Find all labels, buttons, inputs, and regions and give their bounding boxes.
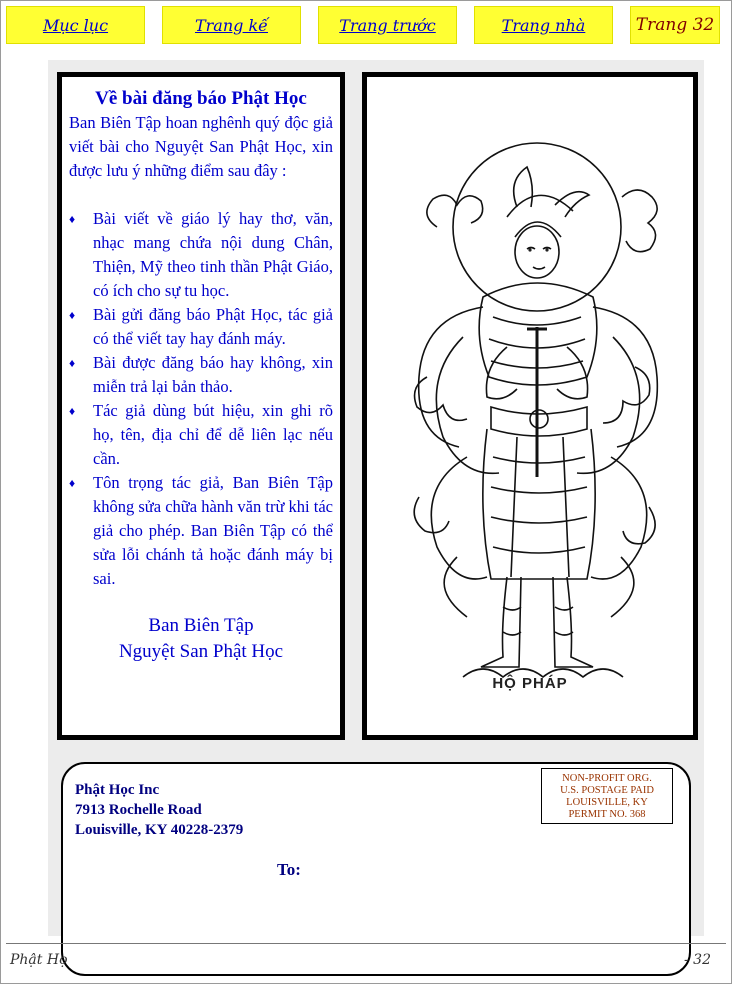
halo-circle <box>453 143 621 311</box>
rules-list <box>69 207 333 591</box>
list-item <box>69 207 333 303</box>
signature-line-1: Ban Biên Tập <box>148 615 254 636</box>
article-box <box>57 72 345 740</box>
postage-line: PERMIT NO. 368 <box>568 809 646 820</box>
postage-indicia <box>541 768 673 824</box>
rule-text: Bài viết về giáo lý hay thơ, văn, nhạc mang chứa nội dung Chân, Thiện, Mỹ theo tinh thần Phật Giáo, có ích cho sự tu học. <box>93 209 333 300</box>
diamond-bullet-icon: ♦ <box>69 356 76 370</box>
signature <box>69 613 333 665</box>
list-item <box>69 303 333 351</box>
current-page-label: Trang 32 <box>630 6 720 44</box>
sender-street: 7913 Rochelle Road <box>75 802 202 818</box>
illustration-box <box>362 72 698 740</box>
article-title: Về bài đăng báo Phật Học <box>95 88 307 109</box>
nav-trang-truoc-link[interactable]: Trang trước <box>318 6 457 44</box>
rule-text: Tác giả dùng bút hiệu, xin ghi rõ họ, tên, địa chỉ để dễ liên lạc nếu cần. <box>93 401 333 468</box>
postage-line: LOUISVILLE, KY <box>566 797 648 808</box>
diamond-bullet-icon: ♦ <box>69 212 76 226</box>
guardian-illustration <box>367 77 693 735</box>
list-item <box>69 471 333 591</box>
article-inner <box>61 76 341 736</box>
list-item <box>69 351 333 399</box>
article-content <box>69 87 333 665</box>
diamond-bullet-icon: ♦ <box>69 308 76 322</box>
diamond-bullet-icon: ♦ <box>69 476 76 490</box>
sender-address <box>75 780 243 840</box>
illustration-caption: HỘ PHÁP <box>492 675 568 692</box>
rule-text: Tôn trọng tác giả, Ban Biên Tập không sửa chữa hành văn trừ khi tác giả cho phép. Ban Biên Tập có thể sửa lỗi chánh tả hoặc đánh máy bị sai. <box>93 473 333 588</box>
recipient-label: To: <box>277 860 301 879</box>
nav-trang-nha-link[interactable]: Trang nhà <box>474 6 613 44</box>
footer-publication: Phật Họ <box>10 952 68 968</box>
illustration-inner <box>366 76 694 736</box>
list-item <box>69 399 333 471</box>
sender-name: Phật Học Inc <box>75 782 160 798</box>
article-intro: Ban Biên Tập hoan nghênh quý độc giả viết bài cho Nguyệt San Phật Học, xin được lưu ý những điểm sau đây : <box>69 113 333 180</box>
footer-divider <box>6 943 726 944</box>
diamond-bullet-icon: ♦ <box>69 404 76 418</box>
footer-page-number: - 32 <box>684 952 711 968</box>
sender-city: Louisville, KY 40228-2379 <box>75 822 244 838</box>
nav-trang-ke-link[interactable]: Trang kế <box>162 6 301 44</box>
signature-line-2: Nguyệt San Phật Học <box>118 641 284 662</box>
postage-line: NON-PROFIT ORG. <box>562 773 652 784</box>
rule-text: Bài gửi đăng báo Phật Học, tác giả có thể viết tay hay đánh máy. <box>93 305 333 348</box>
rule-text: Bài được đăng báo hay không, xin miễn trả lại bản thảo. <box>93 353 333 396</box>
nav-muc-luc-link[interactable]: Mục lục <box>6 6 145 44</box>
postage-line: U.S. POSTAGE PAID <box>560 785 654 796</box>
